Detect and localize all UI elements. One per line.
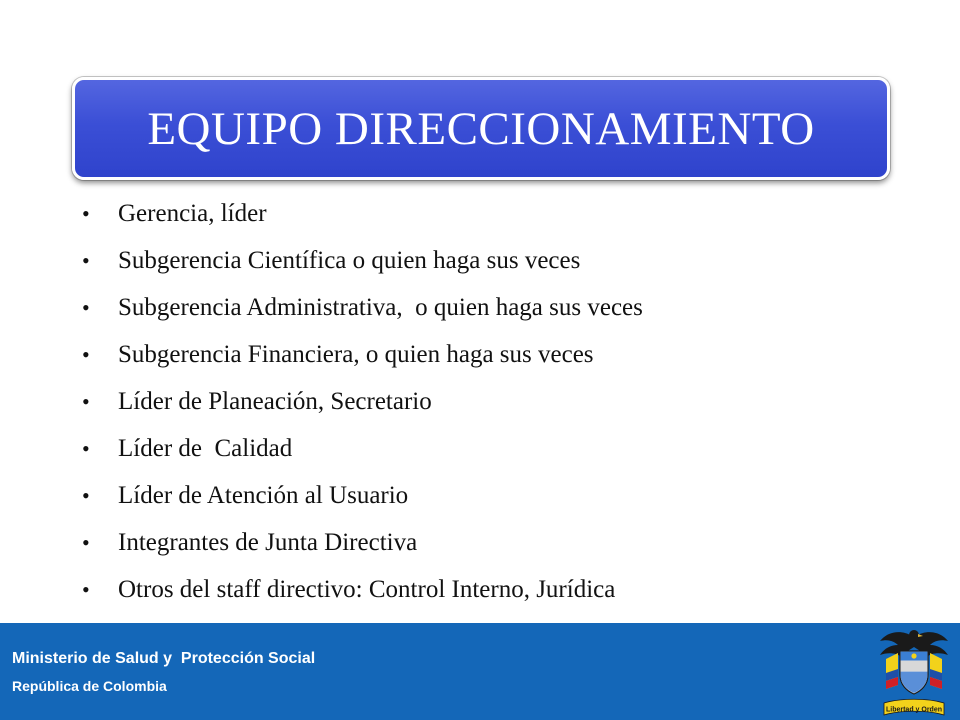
bullet-marker: • — [82, 294, 90, 320]
bullet-text: Líder de Atención al Usuario — [118, 481, 409, 509]
bullet-marker: • — [82, 341, 90, 367]
list-item — [82, 284, 643, 331]
bullet-text: Líder de Planeación, Secretario — [118, 387, 432, 415]
list-item — [82, 190, 643, 237]
bullet-marker: • — [82, 247, 90, 273]
bullet-list — [82, 190, 643, 613]
ministry-name: Ministerio de Salud y Protección Social — [12, 650, 316, 667]
bullet-text: Subgerencia Científica o quien haga sus veces — [118, 246, 581, 274]
list-item — [82, 331, 643, 378]
country-name: República de Colombia — [12, 678, 167, 694]
bullet-marker: • — [82, 482, 90, 508]
list-item — [82, 237, 643, 284]
slide-title: EQUIPO DIRECCIONAMIENTO — [147, 102, 815, 155]
emblem-motto: Libertad y Orden — [885, 706, 943, 714]
coat-of-arms-icon — [872, 623, 956, 720]
list-item — [82, 566, 643, 613]
bullet-text: Gerencia, líder — [118, 199, 267, 227]
bullet-text: Otros del staff directivo: Control Interno, Jurídica — [118, 575, 616, 603]
bullet-text: Integrantes de Junta Directiva — [118, 528, 418, 556]
bullet-text: Líder de Calidad — [118, 434, 293, 462]
list-item — [82, 378, 643, 425]
bullet-marker: • — [82, 529, 90, 555]
bullet-marker: • — [82, 435, 90, 461]
title-banner — [72, 77, 890, 180]
bullet-marker: • — [82, 200, 90, 226]
bullet-text: Subgerencia Financiera, o quien haga sus veces — [118, 340, 594, 368]
list-item — [82, 519, 643, 566]
list-item — [82, 472, 643, 519]
footer-bar — [0, 623, 960, 720]
list-item — [82, 425, 643, 472]
bullet-marker: • — [82, 388, 90, 414]
bullet-text: Subgerencia Administrativa, o quien haga sus veces — [118, 293, 643, 321]
bullet-marker: • — [82, 576, 90, 602]
